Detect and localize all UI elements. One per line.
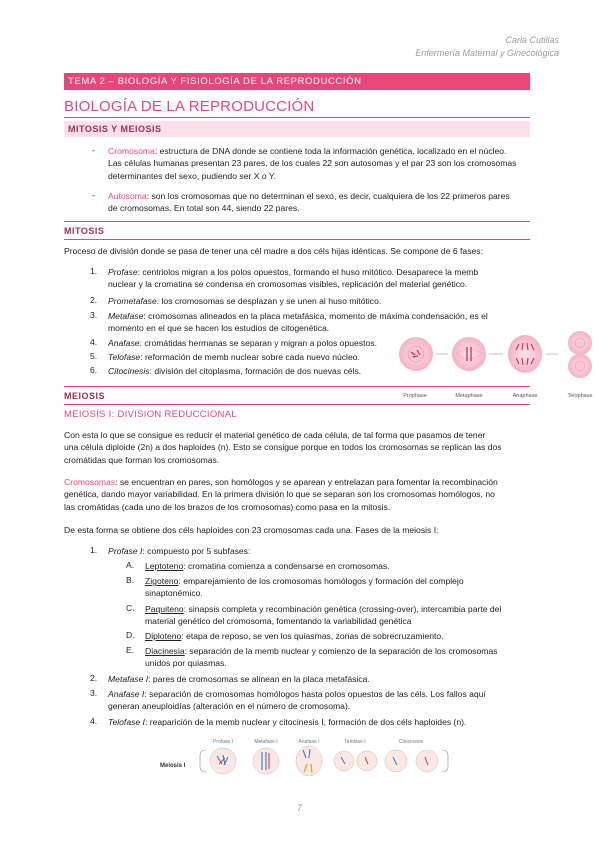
meiosis-phase-item — [108, 545, 532, 557]
figure-row-label: Meiosis I — [160, 763, 186, 769]
phase-text: : los cromosomas se desplazan y se unen al huso mitótico. — [156, 296, 382, 306]
citocinesis-cells — [385, 750, 438, 772]
bullet-dash: - — [92, 145, 95, 155]
bullet-text: : son los cromosomas que no determinan el sexo, es decir, cualquiera de los 22 primeros pares — [146, 191, 510, 201]
list-number: 4. — [90, 716, 98, 726]
paragraph-line: genética, dando mayor variabilidad. En la primera división lo que se separan son los cromosomas homólogos, no — [64, 489, 495, 500]
phase-name: Metafase I — [108, 674, 149, 684]
paragraph-line: una célula diploide (2n) a dos haploides (n). Esto se consigue porque en todos los cromosomas se replican las dos — [64, 442, 502, 453]
list-number: 3. — [90, 688, 98, 698]
phase-text: : cromosomas alineados en la placa metafásica, momento de máxima condensación, es el — [143, 311, 488, 321]
subphase-item — [145, 603, 533, 628]
subphase-name: Leptoteno — [145, 561, 184, 571]
figure-label: Metaphase — [455, 393, 483, 399]
subphase-text: : separación de la memb nuclear y comienzo de la separación de los cromosomas — [184, 646, 498, 656]
figure-label: Telophase — [567, 393, 593, 399]
figure-label: Telofase I — [344, 739, 366, 745]
bullet-text: de cromosomas. En total son 44, siendo 22 pares. — [108, 203, 300, 214]
mitosis-intro: Proceso de división donde se pasa de tener una cél madre a dos céls hijas idénticas. Se compone de 6 fases: — [64, 246, 483, 256]
list-number: 5. — [90, 351, 98, 361]
subphase-name: Diploteno — [145, 631, 182, 641]
mitosis-phase-item — [108, 295, 532, 307]
list-number: 3. — [90, 310, 98, 320]
phase-name: Profase I — [108, 546, 143, 556]
phase-text: : división del citoplasma, formación de dos nuevas céls. — [149, 366, 362, 376]
list-number: 1. — [90, 266, 98, 276]
prophase-cell — [399, 337, 433, 371]
figure-label: Profase I — [212, 739, 234, 745]
subphase-text: unidos por quiasmas. — [145, 658, 227, 669]
bullet-cromosoma — [108, 145, 532, 182]
phase-text: generan aneuploidías (alteración en el número de cromosoma). — [108, 701, 351, 712]
metaphase-cell — [452, 337, 486, 371]
divider — [64, 239, 530, 240]
subphase-item — [145, 645, 533, 670]
subphase-item — [145, 575, 533, 600]
mitosis-phase-item — [108, 365, 398, 377]
meiosis-phase-item — [108, 673, 532, 685]
phase-name: Prometafase — [108, 296, 157, 306]
section-title: BIOLOGÍA DE LA REPRODUCCIÓN — [64, 98, 315, 115]
page-header — [415, 34, 559, 60]
mitosis-title: MITOSIS — [64, 226, 105, 236]
paragraph-line: cromátidas que forman los cromosomas. — [64, 454, 220, 465]
meiosis-i-figure — [160, 736, 460, 786]
bracket — [200, 750, 206, 772]
telophase-cell — [568, 331, 592, 378]
list-number: 4. — [90, 337, 98, 347]
paragraph-line: Con esta lo que se consigue es reducir el material genético de cada célula, de tal forma que pasamos de tener — [64, 430, 486, 440]
bullet-text: Las células humanas presentan 23 pares, de los cuales 22 son autosomas y el par 23 son los cromosomas — [108, 158, 517, 169]
list-number: 2. — [90, 673, 98, 683]
phase-name: Anafase I — [108, 689, 145, 699]
meiosis-i-subtitle: MEIOSIS I: DIVISION REDUCCIONAL — [64, 409, 237, 420]
subphase-text: : etapa de reposo, se ven los quiasmas, zonas de sobrecruzamiento. — [181, 631, 444, 641]
phase-text: : cromátidas hermanas se separan y migran a polos opuestos. — [139, 338, 377, 348]
list-letter: D. — [126, 630, 135, 640]
bullet-dash: - — [92, 190, 95, 200]
mitosis-phases-figure — [396, 330, 599, 402]
figure-label: Anaphase — [512, 393, 538, 399]
figure-label: Anafase I — [298, 739, 320, 745]
phase-name: Metafase — [108, 311, 144, 321]
tema-title-bar: TEMA 2 – BIOLOGÍA Y FISIOLOGÍA DE LA REPRODUCCIÓN — [64, 73, 530, 90]
paragraph-line: : se encuentran en pares, son homólogos y se aparean y entrelazan para fomentar la recombinación — [115, 477, 498, 487]
meiosis-paragraph-2 — [64, 476, 534, 513]
anaphase-cell — [508, 335, 542, 373]
mitosis-phase-item — [108, 266, 532, 291]
subphase-text: : sinapsis completa y recombinación genética (crossing-over), intercambia parte del — [183, 604, 502, 614]
term-cromosomas: Cromosomas — [64, 477, 116, 487]
phase-name: Citocinesis — [108, 366, 150, 376]
divider — [64, 404, 530, 405]
divider — [64, 221, 530, 222]
mitosis-phase-item — [108, 337, 398, 349]
meiosis-phase-item — [108, 688, 532, 713]
bracket — [442, 750, 448, 772]
author-name: Carla Cutillas — [505, 35, 559, 45]
phase-text: : compuesto por 5 subfases: — [142, 546, 251, 556]
bullet-text: determinantes del sexo, pudiendo ser X o Y. — [108, 170, 276, 181]
phase-text: : pares de cromosomas se alinean en la placa metafásica. — [148, 674, 370, 684]
subphase-text: material genético del cromosoma, fomentando la variabilidad genética — [145, 616, 412, 627]
section-title-underline — [64, 117, 530, 118]
list-number: 2. — [90, 295, 98, 305]
subphase-text: sinaptonémico. — [145, 588, 203, 599]
phase-text: momento en el que se hacen los estudios de citogenética. — [108, 323, 330, 334]
subphase-name: Diacinesia — [145, 646, 185, 656]
phase-text: : reaparición de la memb nuclear y citocinesis I, formación de dos céls haploides (n). — [144, 717, 467, 727]
list-number: 1. — [90, 545, 98, 555]
phase-text: nuclear y la cromatina se condensa en cromosomas visibles, replicación del material genético. — [108, 279, 468, 290]
subphase-item — [145, 630, 533, 642]
page-number: 7 — [296, 803, 302, 813]
divider — [64, 386, 530, 387]
phase-name: Anafase — [108, 338, 140, 348]
subphase-item — [145, 560, 533, 572]
phase-text: : centriolos migran a los polos opuestos, formando el huso mitótico. Desaparece la memb — [137, 267, 479, 277]
telofase-i-cell — [334, 751, 377, 771]
anafase-i-cell — [296, 746, 322, 776]
list-number: 6. — [90, 365, 98, 375]
subphase-text: : cromatina comienza a condensarse en cromosomas. — [183, 561, 390, 571]
term-cromosoma: Cromosoma — [108, 146, 155, 156]
subphase-name: Paquiteno — [145, 604, 184, 614]
meiosis-phase-item — [108, 716, 532, 728]
figure-label: Citocinesis — [398, 739, 424, 745]
phase-name: Telofase I — [108, 717, 145, 727]
term-autosoma: Autosoma — [108, 191, 147, 201]
phase-name: Telofase — [108, 352, 141, 362]
subject-name: Enfermería Maternal y Ginecológica — [415, 48, 559, 58]
figure-label: Prophase — [403, 393, 427, 399]
profase-i-cell — [210, 748, 236, 774]
list-letter: C. — [126, 603, 135, 613]
paragraph-line: las cromátidas (cada uno de los brazos de los cromosomas) como pasa en la mitosis. — [64, 501, 391, 512]
metafase-i-cell — [253, 748, 279, 774]
subsection-title-bar: MITOSIS Y MEIOSIS — [64, 121, 530, 137]
list-letter: B. — [126, 575, 135, 585]
list-letter: E. — [126, 645, 135, 655]
phase-name: Profase — [108, 267, 138, 277]
list-letter: A. — [126, 560, 135, 570]
mitosis-phase-item — [108, 351, 398, 363]
phase-text: : reformación de memb nuclear sobre cada nuevo núcleo. — [140, 352, 360, 362]
phase-text: : separación de cromosomas homólogos hasta polos opuestos de las céls. Los fallos aquí — [144, 689, 486, 699]
meiosis-paragraph-1 — [64, 429, 534, 466]
subphase-text: : emparejamiento de los cromosomas homólogos y formación del complejo — [178, 576, 464, 586]
bullet-text: : estructura de DNA donde se contiene toda la información genética, localizado en el núcleo. — [154, 146, 507, 156]
meiosis-paragraph-3: De esta forma se obtiene dos céls haploides con 23 cromosomas cada una. Fases de la meiosis I: — [64, 525, 439, 535]
bullet-autosoma — [108, 190, 532, 215]
figure-label: Metafase I — [254, 739, 278, 745]
subphase-name: Zigoteno — [145, 576, 179, 586]
meiosis-title: MEIOSIS — [64, 391, 106, 401]
